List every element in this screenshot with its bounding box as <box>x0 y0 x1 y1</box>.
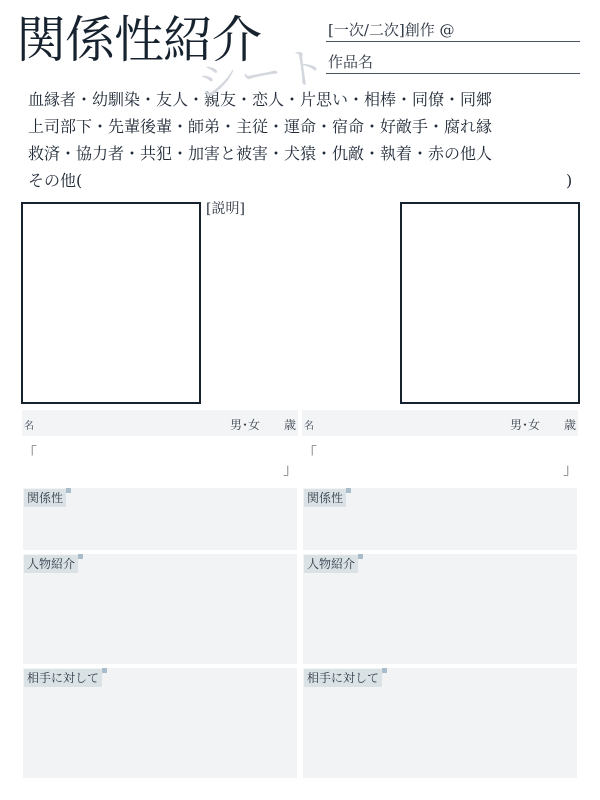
age-label: 歳 <box>283 418 296 432</box>
toward-partner-label: 相手に対して <box>304 669 382 687</box>
page-title: 関係性紹介 <box>16 11 261 69</box>
character-image-frame-right[interactable] <box>400 202 580 404</box>
relationship-options-line-2: 上司部下・先輩後輩・師弟・主従・運命・宿命・好敵手・腐れ縁 <box>28 117 493 136</box>
quote-field[interactable] <box>22 444 298 484</box>
character-column-left <box>22 410 298 778</box>
name-label: 名 <box>24 421 34 432</box>
introduction-field[interactable] <box>23 554 297 664</box>
quote-close-mark: 」 <box>562 460 578 478</box>
quote-close-mark: 」 <box>282 460 298 478</box>
quote-open-mark: 「 <box>22 444 38 462</box>
introduction-label: 人物紹介 <box>304 555 358 573</box>
name-field[interactable] <box>302 410 578 436</box>
name-label: 名 <box>304 421 314 432</box>
introduction-label: 人物紹介 <box>24 555 78 573</box>
relationship-label: 関係性 <box>24 489 66 507</box>
gender-option[interactable]: 男･女 <box>229 418 260 432</box>
relationship-options-line-1: 血縁者・幼馴染・友人・親友・恋人・片思い・相棒・同僚・同郷 <box>28 90 493 109</box>
quote-open-mark: 「 <box>302 444 318 462</box>
creation-type-field[interactable]: [一次/二次]創作 @ <box>326 20 580 42</box>
relationship-field[interactable] <box>303 488 577 550</box>
toward-partner-field[interactable] <box>303 668 577 778</box>
description-label: [説明] <box>206 201 245 217</box>
relationship-field[interactable] <box>23 488 297 550</box>
character-column-right <box>302 410 578 778</box>
work-title-field[interactable]: 作品名 <box>326 52 580 74</box>
character-image-frame-left[interactable] <box>21 202 201 404</box>
relationship-other-line[interactable]: その他( <box>28 171 83 190</box>
toward-partner-field[interactable] <box>23 668 297 778</box>
relationship-other-close: ) <box>566 171 573 190</box>
relationship-label: 関係性 <box>304 489 346 507</box>
gender-option[interactable]: 男･女 <box>509 418 540 432</box>
introduction-field[interactable] <box>303 554 577 664</box>
relationship-options-line-3: 救済・協力者・共犯・加害と被害・犬猿・仇敵・執着・赤の他人 <box>28 144 493 163</box>
toward-partner-label: 相手に対して <box>24 669 102 687</box>
age-label: 歳 <box>563 418 576 432</box>
quote-field[interactable] <box>302 444 578 484</box>
watermark-text: シート <box>193 41 332 108</box>
name-field[interactable] <box>22 410 298 436</box>
